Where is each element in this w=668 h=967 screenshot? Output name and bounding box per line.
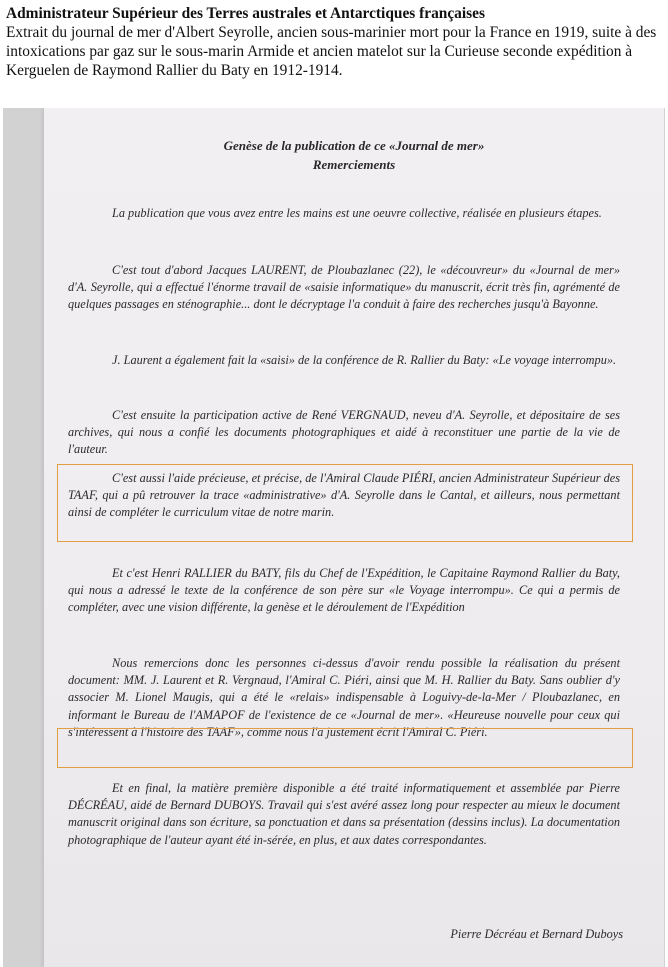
page-title: Administrateur Supérieur des Terres australes et Antarctiques françaises bbox=[6, 5, 485, 22]
paragraph-pieri: C'est aussi l'aide précieuse, et précise, de l'Amiral Claude PIÉRI, ancien Administrateur Supérieur des TAAF, qui a pû retrouver la trace «administrative» d'A. Seyrolle dans le Cantal, et ailleurs, nous permettant ainsi de compléter le curriculum vitae de notre marin. bbox=[68, 471, 620, 520]
paragraph-thanks: Nous remercions donc les personnes ci-dessus d'avoir rendu possible la réalisation du présent document: MM. J. Laurent et R. Vergnaud, l'Amiral C. Piéri, ainsi que M. H. Rallier du Baty. Sans oublier d'y associer M. Lionel Maugis, qui a été le «relais» indispensable à Loguivy-de-la-Mer / Ploubazlanec, en informant le Bureau de l'AMAPOF de l'existence de ce «Journal de mer». «Heureuse nouvelle pour ceux qui s'intéressent à l'histoire des TAAF», comme nous l'a justement écrit l'Amiral C. Piéri. bbox=[68, 656, 620, 739]
document-heading bbox=[44, 136, 664, 174]
document-heading-subtitle: Remerciements bbox=[312, 157, 396, 172]
paragraph-laurent: C'est tout d'abord Jacques LAURENT, de Ploubazlanec (22), le «découvreur» du «Journal de mer» d'A. Seyrolle, qui a effectué l'énorme travail de «saisie informatique» du manuscrit, écrit très fin, agrémenté de quelques passages en sténographie... dont le décryptage l'a conduit à faire des recherches jusqu'à Bayonne. bbox=[68, 263, 620, 312]
header bbox=[6, 4, 662, 80]
paragraph-final: Et en final, la matière première disponible a été traité informatiquement et assemblée par Pierre DÉCRÉAU, aidé de Bernard DUBOYS. Travail qui s'est avéré assez long pour respecter au mieux le document manuscrit original dans son écriture, sa ponctuation et dans sa présentation (dessins inclus). La documentation photographique de l'auteur ayant été in-sérée, en plus, et aux dates correspondantes. bbox=[68, 781, 620, 847]
paragraph-intro: La publication que vous avez entre les mains est une oeuvre collective, réalisée en plusieurs étapes. bbox=[112, 206, 602, 220]
paragraph-laurent-conference: J. Laurent a également fait la «saisi» de la conférence de R. Rallier du Baty: «Le voyage interrompu». bbox=[112, 353, 617, 367]
document-heading-title: Genèse de la publication de ce «Journal de mer» bbox=[223, 138, 485, 153]
paragraph-vergnaud: C'est ensuite la participation active de René VERGNAUD, neveu d'A. Seyrolle, et dépositaire de ses archives, qui nous a confié les documents photographiques et aidé à reconstituer une partie de la vie de l'auteur. bbox=[68, 408, 620, 457]
intro-text: Extrait du journal de mer d'Albert Seyrolle, ancien sous-marinier mort pour la France en 1919, suite à des intoxications par gaz sur le sous-marin Armide et ancien matelot sur la Curieuse seconde expédition à Kerguelen de Raymond Rallier du Baty en 1912-1914. bbox=[6, 24, 657, 79]
paragraph-rallier: Et c'est Henri RALLIER du BATY, fils du Chef de l'Expédition, le Capitaine Raymond Rallier du Baty, qui nous a adressé le texte de la conférence de son père sur «le Voyage interrompu». Ce qui a permis de compléter, avec une vision différente, la genèse et le déroulement de l'Expédition bbox=[68, 566, 620, 615]
signature: Pierre Décréau et Bernard Duboys bbox=[450, 927, 623, 941]
